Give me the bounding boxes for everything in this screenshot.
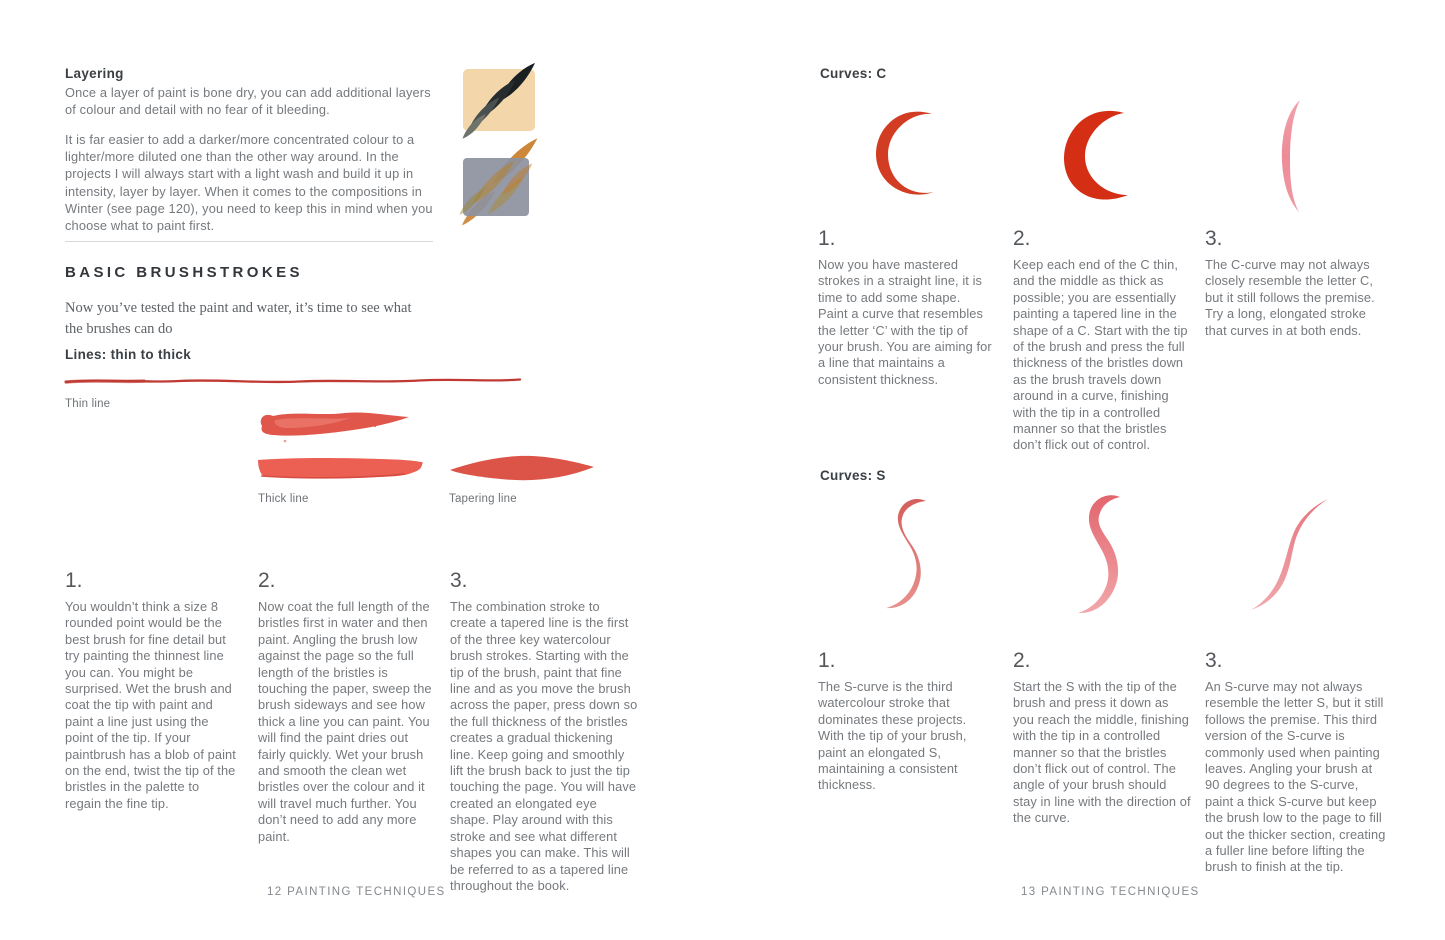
brushstrokes-intro: Now you’ve tested the paint and water, it’s time to see what the brushes can do bbox=[65, 300, 412, 337]
lines-thin-to-thick-heading: Lines: thin to thick bbox=[65, 347, 191, 362]
s-curve-thick-stroke bbox=[1075, 492, 1133, 617]
step-text: An S-curve may not always resemble the letter S, but it still follows the premise. This third version of the S-curve is commonly used when painting leaves. Angling your brush at 90 degrees to the S-curve, paint a thick S-curve but keep the brush low to the page to fill out the thicker section, creating a fuller line before lifting the brush to finish at the tip. bbox=[1205, 679, 1386, 875]
step-text: Now coat the full length of the bristles first in water and then paint. Angling the brush low against the page so the full length of the bristles is touching the paper, sweep the brush sideways and see how thick a line you can paint. You will find the paint dries out fairly quickly. Wet your brush and smooth the clean wet bristles over the colour and it will travel much further. You don’t need to add any more paint. bbox=[258, 599, 432, 844]
thick-line-label: Thick line bbox=[258, 493, 309, 505]
swatch-1-illustration bbox=[460, 66, 538, 136]
s-step-3 bbox=[1205, 650, 1390, 876]
step-text: The S-curve is the third watercolour stroke that dominates these projects. With the tip of your brush, paint an elongated S, maintaining a consistent thickness. bbox=[818, 679, 967, 793]
thick-smooth-illustration bbox=[255, 452, 427, 482]
c-curve-long-stroke bbox=[1276, 98, 1306, 214]
layering-paragraph-1: Once a layer of paint is bone dry, you can add additional layers of colour and detail with no fear of it bleeding. bbox=[65, 85, 431, 118]
c-curve-thin-stroke bbox=[868, 104, 948, 204]
s-thin-illustration bbox=[882, 495, 938, 617]
layering-swatch-orange-on-grey bbox=[455, 148, 543, 226]
step-text: You wouldn’t think a size 8 rounded point would be the best brush for fine detail but try painting the thinnest line you can. You might be surprised. Wet the brush and coat the tip with paint and paint a line just using the point of the tip. If your paintbrush has a blob of paint on the end, twist the tip of the bristles in the palette to regain the fine tip. bbox=[65, 599, 236, 811]
step-number: 3. bbox=[1205, 227, 1223, 250]
c-step-1 bbox=[818, 228, 993, 388]
thin-line-illustration bbox=[64, 374, 522, 388]
step-text: Now you have mastered strokes in a straight line, it is time to add some shape. Paint a curve that resembles the letter ‘C’ with the tip of your brush. You are aiming for a line that maintains a consistent thickness. bbox=[818, 257, 992, 387]
layering-heading: Layering bbox=[65, 66, 124, 81]
left-step-2 bbox=[258, 570, 436, 845]
curves-s-heading: Curves: S bbox=[820, 468, 886, 483]
left-step-1 bbox=[65, 570, 237, 812]
thick-line-rough-stroke bbox=[255, 408, 415, 450]
step-number: 1. bbox=[818, 649, 836, 672]
step-number: 2. bbox=[258, 569, 276, 592]
curves-c-heading: Curves: C bbox=[820, 66, 887, 81]
c-thick-illustration bbox=[1058, 105, 1140, 207]
tapering-illustration bbox=[448, 452, 596, 484]
tapering-line-label: Tapering line bbox=[449, 493, 517, 505]
step-number: 1. bbox=[65, 569, 83, 592]
step-number: 3. bbox=[1205, 649, 1223, 672]
s-step-1 bbox=[818, 650, 993, 794]
c-long-illustration bbox=[1276, 98, 1306, 214]
tapering-line-stroke bbox=[448, 452, 596, 484]
step-number: 2. bbox=[1013, 227, 1031, 250]
step-number: 3. bbox=[450, 569, 468, 592]
thick-rough-illustration bbox=[255, 408, 415, 450]
c-step-2 bbox=[1013, 228, 1193, 454]
s-leaf-illustration bbox=[1248, 496, 1333, 618]
right-page-footer: 13 PAINTING TECHNIQUES bbox=[1021, 886, 1200, 898]
thick-line-smooth-stroke bbox=[255, 452, 427, 482]
step-text: Start the S with the tip of the brush and press it down as you reach the middle, finishing with the tip in a controlled manner so that the bristles don’t flick out of control. The angle of your brush should stay in line with the direction of the curve. bbox=[1013, 679, 1191, 826]
layering-paragraph-2: It is far easier to add a darker/more concentrated colour to a lighter/more diluted one than the other way around. In the projects I will always start with a light wash and build it up in intensity, layer by layer. When it comes to the compositions in Winter (see page 120), you need to keep this in mind when you choose what to paint first. bbox=[65, 132, 433, 234]
s-curve-leaf-stroke bbox=[1248, 496, 1333, 618]
step-text: The combination stroke to create a tapered line is the first of the three key watercolour brush strokes. Starting with the tip of the brush, paint that fine line and as you move the brush across the paper, press down so the full thickness of the bristles creates a gradual thickening line. Keep going and smoothly lift the brush back to just the tip touching the page. You will have created an elongated eye shape. Play around with this stroke and see what different shapes you can make. This will be referred to as a tapered line throughout the book. bbox=[450, 599, 638, 893]
left-page-footer: 12 PAINTING TECHNIQUES bbox=[267, 886, 446, 898]
left-step-3 bbox=[450, 570, 638, 894]
section-divider bbox=[65, 241, 433, 242]
s-thick-illustration bbox=[1075, 492, 1133, 617]
c-curve-thick-stroke bbox=[1058, 105, 1140, 207]
layering-swatch-dark-on-peach bbox=[460, 66, 538, 136]
thin-line-label: Thin line bbox=[65, 398, 111, 410]
c-thin-illustration bbox=[868, 104, 948, 204]
thin-line-stroke bbox=[64, 374, 522, 388]
step-number: 2. bbox=[1013, 649, 1031, 672]
basic-brushstrokes-heading: BASIC BRUSHSTROKES bbox=[65, 264, 303, 281]
c-step-3 bbox=[1205, 228, 1390, 339]
swatch-2-illustration bbox=[455, 148, 543, 226]
step-text: Keep each end of the C thin, and the middle as thick as possible; you are essentially painting a tapered line in the shape of a C. Start with the tip of the brush and press the full thickness of the bristles down as the brush travels down around in a curve, finishing with the tip in a controlled manner so that the bristles don’t flick out of control. bbox=[1013, 257, 1188, 453]
s-curve-thin-stroke bbox=[882, 495, 938, 617]
step-number: 1. bbox=[818, 227, 836, 250]
step-text: The C-curve may not always closely resemble the letter C, but it still follows the premise. Try a long, elongated stroke that curves in at both ends. bbox=[1205, 257, 1375, 338]
s-step-2 bbox=[1013, 650, 1193, 827]
